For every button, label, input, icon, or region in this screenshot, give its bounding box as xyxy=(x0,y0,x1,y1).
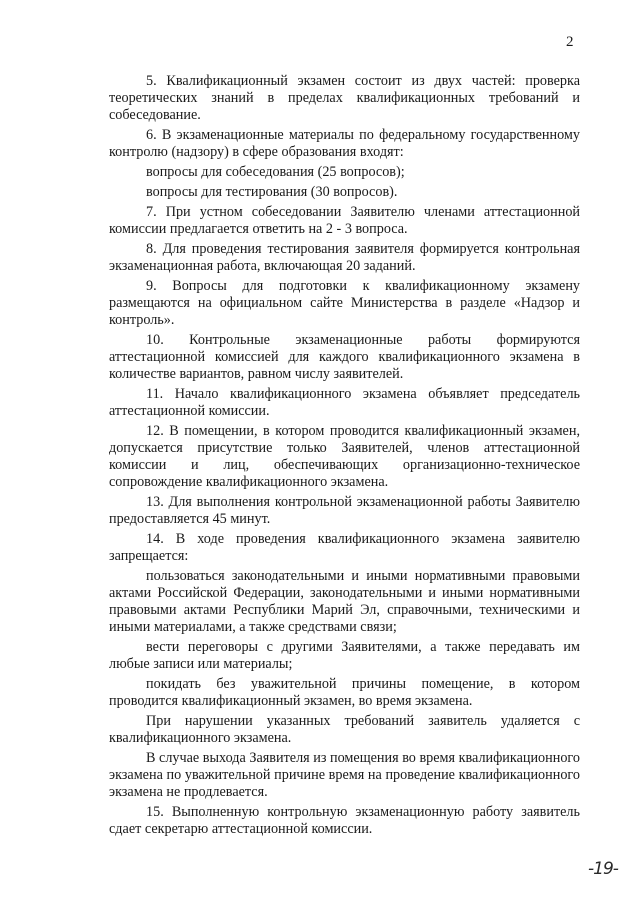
list-item-interview-questions: вопросы для собеседования (25 вопросов); xyxy=(146,164,405,180)
paragraph-7: 7. При устном собеседовании Заявителю членами аттестационной комиссии предлагается ответить на 2 - 3 вопроса. xyxy=(109,204,580,237)
paragraph-14: 14. В ходе проведения квалификационного экзамена заявителю запрещается: xyxy=(109,531,580,564)
paragraph-13: 13. Для выполнения контрольной экзаменационной работы Заявителю предоставляется 45 минут. xyxy=(109,494,580,527)
paragraph-5: 5. Квалификационный экзамен состоит из двух частей: проверка теоретических знаний в пределах квалификационных требований и собеседование. xyxy=(109,73,580,123)
paragraph-11: 11. Начало квалификационного экзамена объявляет председатель аттестационной комиссии. xyxy=(109,386,580,419)
document-body xyxy=(109,73,580,841)
list-item-prohibited-leaving: покидать без уважительной причины помещение, в котором проводится квалификационный экзамен, во время экзамена. xyxy=(109,676,580,709)
paragraph-12: 12. В помещении, в котором проводится квалификационный экзамен, допускается присутствие только Заявителей, членов аттестационной комиссии и лиц, обеспечивающих организационно-техническое сопровождение квалификационного экзамена. xyxy=(109,423,580,490)
list-item-test-questions: вопросы для тестирования (30 вопросов). xyxy=(146,184,398,200)
list-item-prohibited-talk: вести переговоры с другими Заявителями, а также передавать им любые записи или материалы; xyxy=(109,639,580,672)
page-number: 2 xyxy=(566,34,574,50)
paragraph-10: 10. Контрольные экзаменационные работы формируются аттестационной комиссией для каждого квалификационного экзамена в количестве вариантов, равном числу заявителей. xyxy=(109,332,580,382)
paragraph-exit: В случае выхода Заявителя из помещения во время квалификационного экзамена по уважительной причине время на проведение квалификационного экзамена не продлевается. xyxy=(109,750,580,800)
paragraph-6: 6. В экзаменационные материалы по федеральному государственному контролю (надзору) в сфере образования входят: xyxy=(109,127,580,160)
paragraph-9: 9. Вопросы для подготовки к квалификационному экзамену размещаются на официальном сайте Министерства в разделе «Надзор и контроль». xyxy=(109,278,580,328)
paragraph-15: 15. Выполненную контрольную экзаменационную работу заявитель сдает секретарю аттестационной комиссии. xyxy=(109,804,580,837)
list-item-prohibited-materials: пользоваться законодательными и иными нормативными правовыми актами Российской Федерации, законодательными и иными нормативными правовыми актами Республики Марий Эл, справочными, техническими и иными материалами, а также средствами связи; xyxy=(109,568,580,635)
paragraph-violation: При нарушении указанных требований заявитель удаляется с квалификационного экзамена. xyxy=(109,713,580,746)
handwritten-page-mark: -19- xyxy=(588,859,618,879)
paragraph-8: 8. Для проведения тестирования заявителя формируется контрольная экзаменационная работа, включающая 20 заданий. xyxy=(109,241,580,274)
